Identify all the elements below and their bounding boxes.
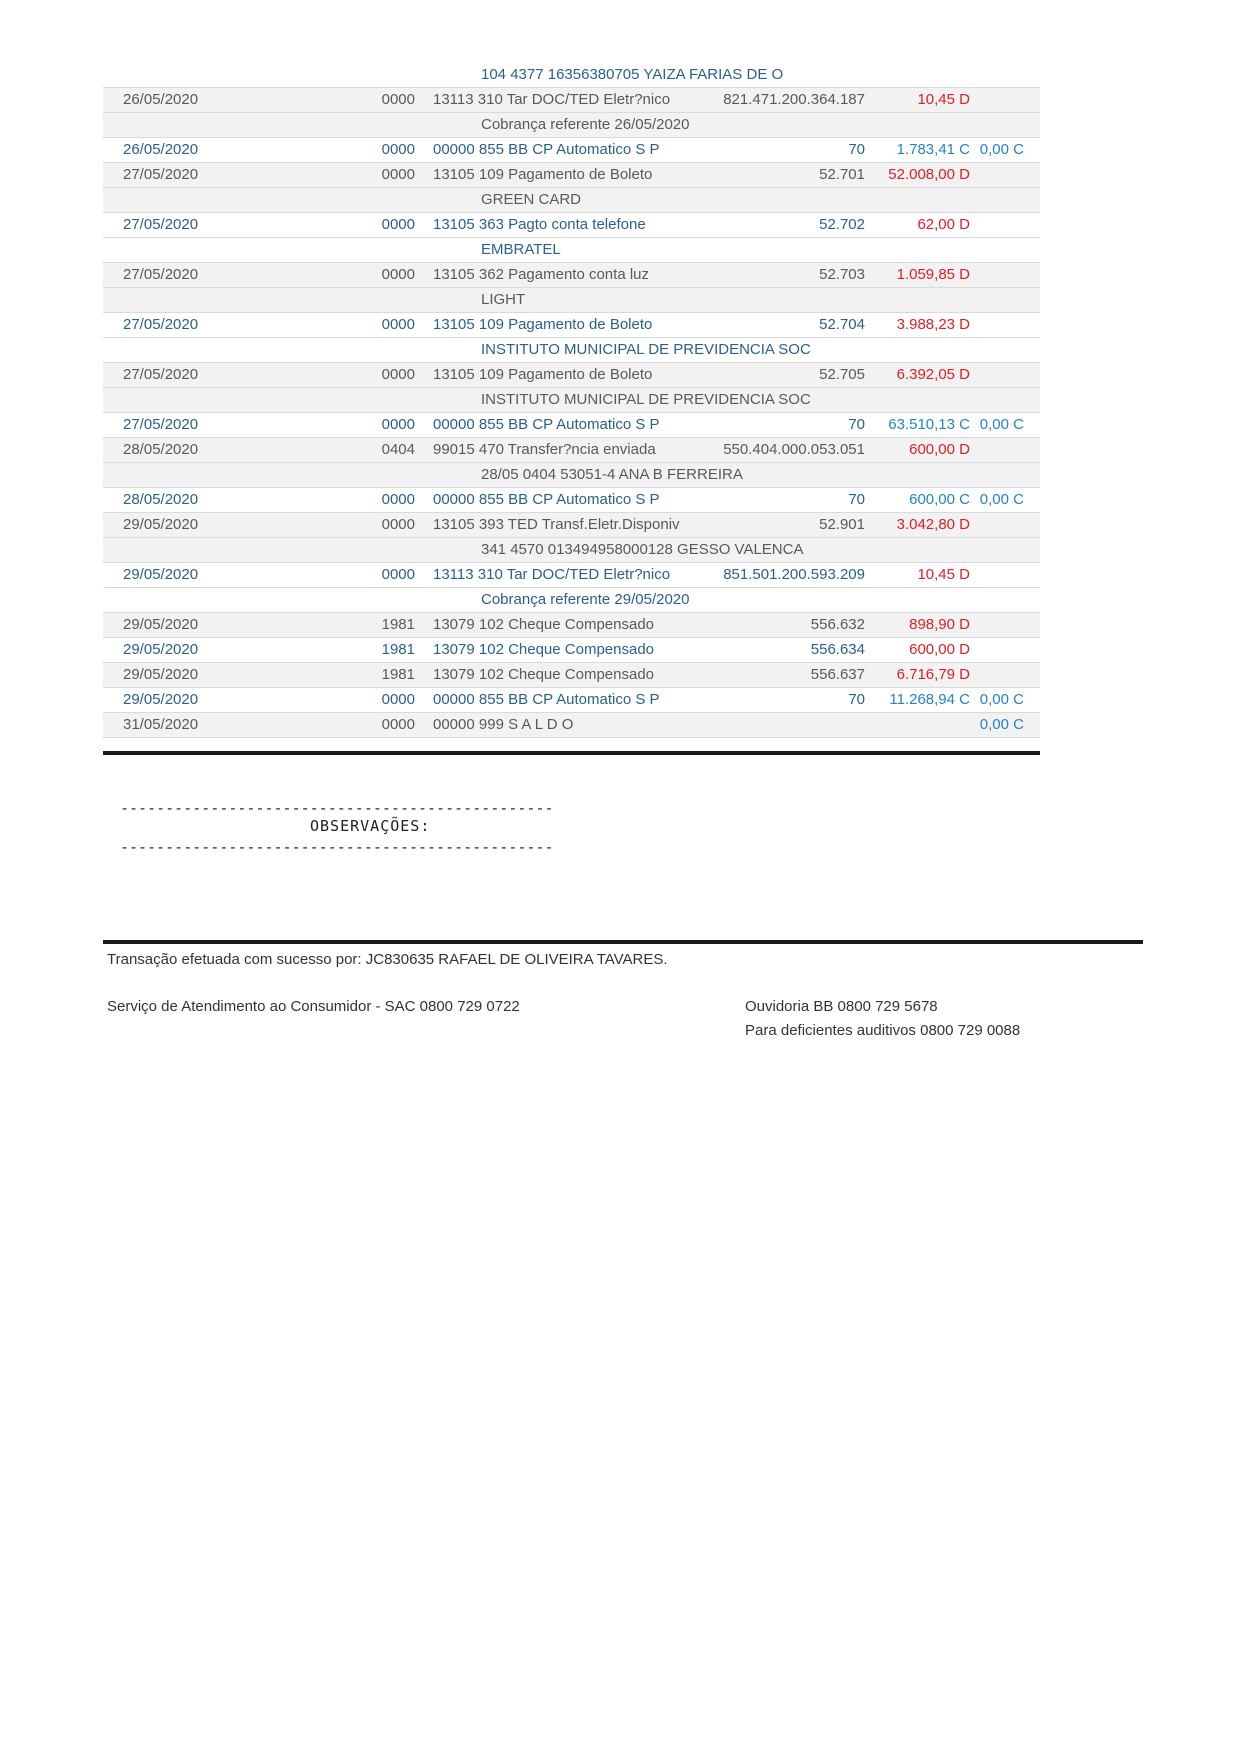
- table-row: [103, 588, 1040, 613]
- row-value: 10,45 D: [917, 91, 970, 108]
- continuation-text: Cobrança referente 26/05/2020: [481, 116, 690, 133]
- statement-table: [103, 63, 1040, 738]
- row-value: 3.042,80 D: [896, 516, 970, 533]
- continuation-text: INSTITUTO MUNICIPAL DE PREVIDENCIA SOC: [481, 391, 811, 408]
- table-row: [103, 138, 1040, 163]
- row-document: 52.705: [819, 366, 865, 383]
- row-document: 52.701: [819, 166, 865, 183]
- row-description: 13105 362 Pagamento conta luz: [433, 266, 649, 283]
- row-document: 821.471.200.364.187: [723, 91, 865, 108]
- row-description: 13105 393 TED Transf.Eletr.Disponiv: [433, 516, 680, 533]
- row-balance: [970, 638, 1024, 662]
- row-document: 52.901: [819, 516, 865, 533]
- sac-info: Serviço de Atendimento ao Consumidor - SAC 0800 729 0722: [107, 998, 520, 1015]
- row-date: 29/05/2020: [123, 641, 199, 658]
- table-row: [103, 413, 1040, 438]
- row-value: 63.510,13 C: [888, 416, 970, 433]
- row-value: 10,45 D: [917, 566, 970, 583]
- row-description: 13105 109 Pagamento de Boleto: [433, 366, 653, 383]
- continuation-text: 341 4570 013494958000128 GESSO VALENCA: [481, 541, 804, 558]
- row-agency: 0000: [381, 316, 415, 333]
- continuation-text: 28/05 0404 53051-4 ANA B FERREIRA: [481, 466, 743, 483]
- row-agency: 0404: [381, 441, 415, 458]
- row-description: 13105 109 Pagamento de Boleto: [433, 316, 653, 333]
- table-row: [103, 513, 1040, 538]
- ouvidoria-info: Ouvidoria BB 0800 729 5678: [745, 998, 938, 1015]
- row-balance: 0,00 C: [979, 716, 1024, 733]
- table-row: [103, 488, 1040, 513]
- table-row: [103, 238, 1040, 263]
- table-row: [103, 288, 1040, 313]
- row-balance: [970, 613, 1024, 637]
- table-row: [103, 463, 1040, 488]
- row-description: 13079 102 Cheque Compensado: [433, 641, 655, 658]
- row-balance: [970, 88, 1024, 112]
- footer-divider: [103, 940, 1143, 944]
- row-description: 13113 310 Tar DOC/TED Eletr?nico: [433, 566, 671, 583]
- row-agency: 0000: [381, 516, 415, 533]
- row-description: 00000 999 S A L D O: [433, 716, 574, 733]
- row-value: 1.783,41 C: [896, 141, 970, 158]
- row-agency: 0000: [381, 566, 415, 583]
- row-description: 00000 855 BB CP Automatico S P: [433, 416, 660, 433]
- table-row: [103, 313, 1040, 338]
- row-agency: 1981: [381, 641, 415, 658]
- row-value: 1.059,85 D: [896, 266, 970, 283]
- transaction-confirmation: Transação efetuada com sucesso por: JC830635 RAFAEL DE OLIVEIRA TAVARES.: [107, 951, 668, 968]
- table-row: [103, 188, 1040, 213]
- row-document: 52.704: [819, 316, 865, 333]
- row-document: 556.637: [810, 666, 865, 683]
- row-agency: 0000: [381, 216, 415, 233]
- row-date: 26/05/2020: [123, 141, 199, 158]
- row-balance: 0,00 C: [979, 691, 1024, 708]
- row-value: 52.008,00 D: [888, 166, 970, 183]
- row-value: 898,90 D: [909, 616, 970, 633]
- continuation-text: Cobrança referente 29/05/2020: [481, 591, 690, 608]
- row-date: 29/05/2020: [123, 666, 199, 683]
- row-document: 70: [848, 416, 865, 433]
- row-agency: 0000: [381, 416, 415, 433]
- dashed-line: ------------------------------------------------: [120, 838, 554, 856]
- table-row: [103, 88, 1040, 113]
- row-date: 29/05/2020: [123, 691, 199, 708]
- row-agency: 0000: [381, 716, 415, 733]
- table-row: [103, 663, 1040, 688]
- row-agency: 0000: [381, 91, 415, 108]
- row-document: 70: [848, 141, 865, 158]
- row-balance: [970, 563, 1024, 587]
- row-date: 27/05/2020: [123, 216, 199, 233]
- table-row: [103, 363, 1040, 388]
- row-document: 851.501.200.593.209: [723, 566, 865, 583]
- row-value: 600,00 D: [909, 441, 970, 458]
- row-date: 28/05/2020: [123, 491, 199, 508]
- table-row: [103, 263, 1040, 288]
- table-row: [103, 213, 1040, 238]
- row-document: 70: [848, 691, 865, 708]
- table-row: [103, 63, 1040, 88]
- row-value: 6.392,05 D: [896, 366, 970, 383]
- table-row: [103, 713, 1040, 738]
- row-document: 556.634: [810, 641, 865, 658]
- row-balance: [970, 263, 1024, 287]
- row-date: 31/05/2020: [123, 716, 199, 733]
- row-date: 27/05/2020: [123, 316, 199, 333]
- dashed-line: ------------------------------------------------: [120, 799, 554, 817]
- continuation-text: EMBRATEL: [481, 241, 561, 258]
- row-balance: [970, 513, 1024, 537]
- row-date: 27/05/2020: [123, 416, 199, 433]
- row-agency: 0000: [381, 266, 415, 283]
- deaf-assistance-info: Para deficientes auditivos 0800 729 0088: [745, 1022, 1021, 1039]
- table-row: [103, 338, 1040, 363]
- row-agency: 0000: [381, 366, 415, 383]
- table-row: [103, 613, 1040, 638]
- table-row: [103, 113, 1040, 138]
- row-date: 29/05/2020: [123, 616, 199, 633]
- row-value: 6.716,79 D: [896, 666, 970, 683]
- table-row: [103, 388, 1040, 413]
- row-description: 13079 102 Cheque Compensado: [433, 666, 655, 683]
- row-description: 99015 470 Transfer?ncia enviada: [433, 441, 656, 458]
- row-date: 29/05/2020: [123, 566, 199, 583]
- row-document: 550.404.000.053.051: [723, 441, 865, 458]
- row-description: 00000 855 BB CP Automatico S P: [433, 141, 660, 158]
- row-document: 556.632: [810, 616, 865, 633]
- row-agency: 0000: [381, 491, 415, 508]
- row-agency: 0000: [381, 141, 415, 158]
- row-value: 62,00 D: [917, 216, 970, 233]
- row-document: 52.703: [819, 266, 865, 283]
- observations-label: OBSERVAÇÕES:: [310, 817, 431, 835]
- row-description: 13105 109 Pagamento de Boleto: [433, 166, 653, 183]
- table-row: [103, 438, 1040, 463]
- table-row: [103, 638, 1040, 663]
- row-balance: [970, 663, 1024, 687]
- continuation-text: 104 4377 16356380705 YAIZA FARIAS DE O: [481, 66, 784, 83]
- row-description: 00000 855 BB CP Automatico S P: [433, 491, 660, 508]
- row-agency: 1981: [381, 616, 415, 633]
- row-balance: 0,00 C: [979, 141, 1024, 158]
- table-row: [103, 563, 1040, 588]
- row-date: 29/05/2020: [123, 516, 199, 533]
- row-document: 52.702: [819, 216, 865, 233]
- row-balance: 0,00 C: [979, 491, 1024, 508]
- row-date: 27/05/2020: [123, 166, 199, 183]
- table-row: [103, 688, 1040, 713]
- row-balance: [970, 363, 1024, 387]
- row-description: 13105 363 Pagto conta telefone: [433, 216, 646, 233]
- row-document: [680, 713, 865, 737]
- row-description: 13113 310 Tar DOC/TED Eletr?nico: [433, 91, 671, 108]
- row-agency: 0000: [381, 691, 415, 708]
- table-row: [103, 163, 1040, 188]
- row-balance: 0,00 C: [979, 416, 1024, 433]
- continuation-text: INSTITUTO MUNICIPAL DE PREVIDENCIA SOC: [481, 341, 811, 358]
- row-value: 3.988,23 D: [896, 316, 970, 333]
- row-date: 27/05/2020: [123, 366, 199, 383]
- row-balance: [970, 213, 1024, 237]
- row-agency: 0000: [381, 166, 415, 183]
- table-bottom-divider: [103, 751, 1040, 755]
- row-agency: 1981: [381, 666, 415, 683]
- row-date: 26/05/2020: [123, 91, 199, 108]
- row-document: 70: [848, 491, 865, 508]
- row-date: 27/05/2020: [123, 266, 199, 283]
- row-description: 00000 855 BB CP Automatico S P: [433, 691, 660, 708]
- row-balance: [970, 163, 1024, 187]
- row-balance: [970, 313, 1024, 337]
- row-date: 28/05/2020: [123, 441, 199, 458]
- continuation-text: LIGHT: [481, 291, 526, 308]
- continuation-text: GREEN CARD: [481, 191, 582, 208]
- row-value: [865, 713, 970, 737]
- row-value: 600,00 C: [909, 491, 970, 508]
- row-balance: [970, 438, 1024, 462]
- row-value: 600,00 D: [909, 641, 970, 658]
- table-row: [103, 538, 1040, 563]
- row-description: 13079 102 Cheque Compensado: [433, 616, 655, 633]
- row-value: 11.268,94 C: [889, 691, 970, 708]
